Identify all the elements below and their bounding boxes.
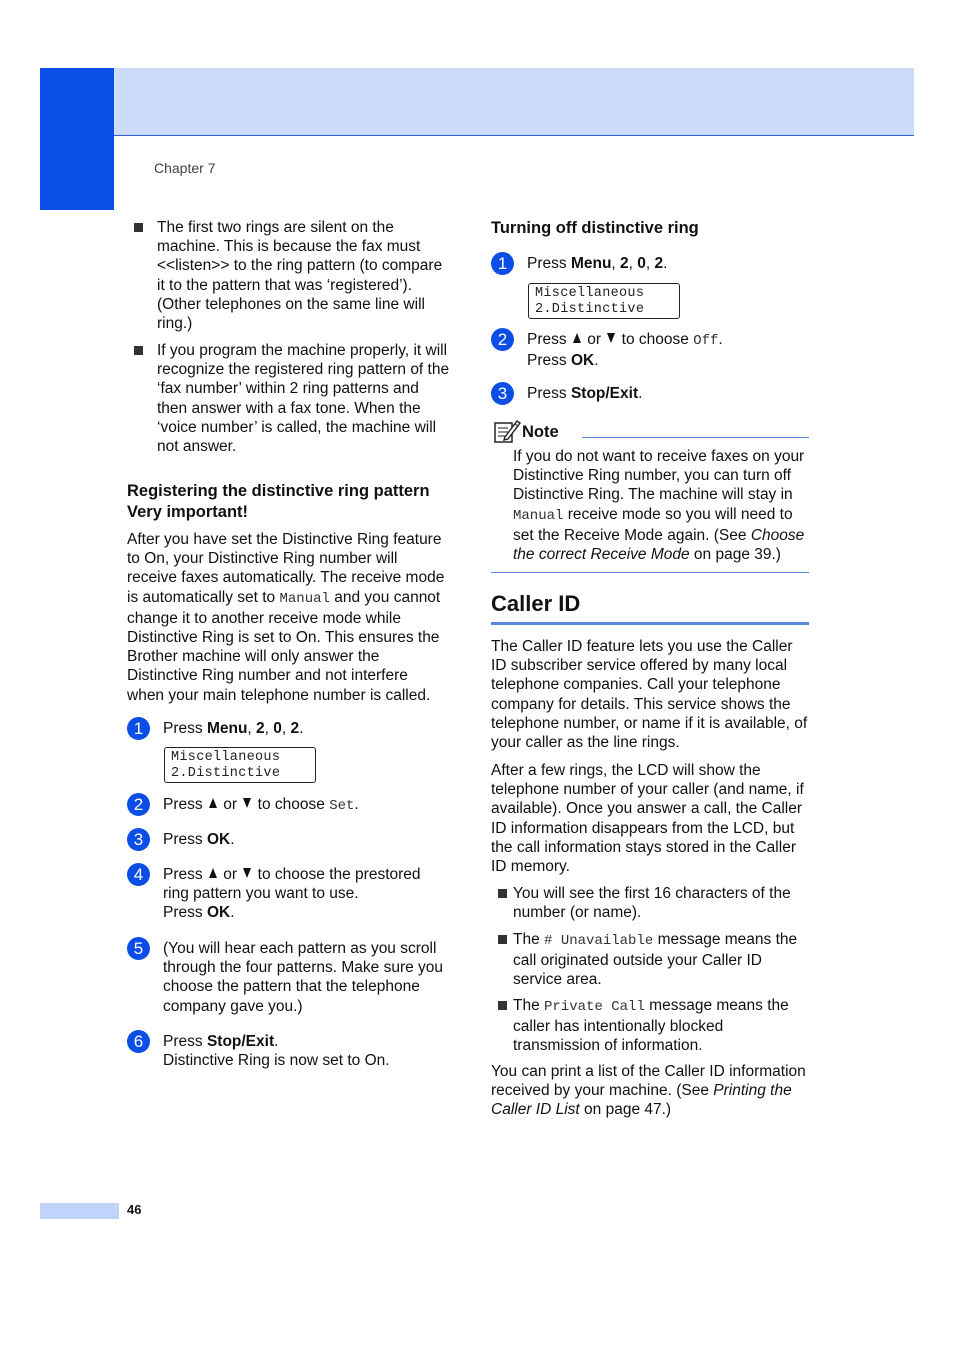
chapter-label: Chapter 7 — [154, 160, 216, 176]
bullet-text: You will see the first 16 characters of the number (or name). — [513, 885, 791, 922]
note-label: Note — [522, 423, 559, 441]
page-number: 46 — [127, 1202, 142, 1217]
key-label: Stop/Exit — [206, 1033, 275, 1050]
bullet-square-icon — [498, 935, 507, 944]
chapter-tab — [40, 68, 114, 210]
step-text: (You will hear each pattern as you scroll through the four patterns. Make sure you choose the pattern that the telephone company gave you.) — [163, 940, 444, 1015]
lcd-line: 2.Distinctive — [535, 301, 645, 317]
note-bottom-rule — [491, 572, 809, 573]
header-band — [113, 68, 914, 136]
title-rule — [491, 622, 809, 625]
bullet-square-icon — [134, 346, 143, 355]
option-code: Set — [329, 798, 355, 814]
section-title: Caller ID — [491, 591, 581, 616]
bullet-square-icon — [498, 1001, 507, 1010]
paragraph: After a few rings, the LCD will show the telephone number of your caller (and name, if available). Once you answer a call, the Caller ID information disappears from the LCD, but the call information stays stored in the Caller ID memory. — [491, 762, 804, 876]
step-number-icon: 1 — [491, 252, 514, 275]
step-text: Press Stop/Exit. Distinctive Ring is now set to On. — [163, 1033, 390, 1070]
step-number-icon: 3 — [127, 828, 150, 851]
page-tab — [40, 1203, 119, 1219]
step-number-icon: 3 — [491, 382, 514, 405]
step-number-icon: 2 — [127, 793, 150, 816]
lcd-line: 2.Distinctive — [171, 765, 281, 781]
section-heading: Turning off distinctive ring — [491, 219, 699, 237]
step-text: Press OK. — [163, 831, 235, 848]
note-pencil-icon — [493, 418, 521, 444]
note-text: If you do not want to receive faxes on your Distinctive Ring number, you can turn off Distinctive Ring. The machine will stay in Manual receive mode so you will need to set the Receive Mode again. (See Choose the correct Receive Mode on page 39.) — [513, 448, 805, 564]
step-number-icon: 2 — [491, 328, 514, 351]
step-number-icon: 4 — [127, 863, 150, 886]
key-label: Menu — [206, 720, 248, 737]
key-label: Menu — [570, 255, 612, 272]
section-heading: Registering the distinctive ring pattern Very important! — [127, 482, 430, 521]
up-arrow-icon — [573, 333, 581, 343]
step-text: Press or to choose the prestored ring pattern you want to use. Press OK. — [163, 866, 421, 922]
note-rule — [582, 437, 809, 438]
down-arrow-icon — [607, 333, 615, 343]
cross-reference: Printing the Caller ID List — [491, 1082, 792, 1119]
paragraph: The Caller ID feature lets you use the Caller ID subscriber service offered by many local telephone companies. Call your telephone company for details. This service shows the telephone number, or name if it is available, of your caller as the line rings. — [491, 638, 808, 752]
step-number-icon: 1 — [127, 717, 150, 740]
key-label: OK — [206, 904, 231, 922]
step-text: Press Stop/Exit. — [527, 385, 643, 402]
bullet-text: If you program the machine properly, it will recognize the registered ring pattern of the ‘fax number’ within 2 ring patterns and then answer with a fax tone. When the ‘voice number’ is called, the machine will not answer. — [157, 342, 450, 456]
bullet-text: The Private Call message means the caller has intentionally blocked transmission of information. — [513, 997, 789, 1055]
text: After you have set the Distinctive Ring feature to On, your Distinctive Ring number will receive faxes automatically. The receive mode is automatically set to — [127, 531, 445, 606]
mode-code: Manual — [513, 507, 564, 524]
key-label: OK — [570, 352, 595, 370]
mode-code: Manual — [279, 590, 330, 607]
bullet-text: The first two rings are silent on the machine. This is because the fax must <<listen>> to the ring pattern (to compare it to the pattern that was ‘registered’). (Other telephones on the same line will ring.) — [157, 219, 443, 333]
option-code: Off — [693, 333, 719, 349]
bullet-text: The # Unavailable message means the call originated outside your Caller ID service area. — [513, 931, 798, 989]
down-arrow-icon — [243, 798, 251, 808]
text: and you cannot change it to another receive mode while Distinctive Ring is set to On. This ensures the Brother machine will only answer the Distinctive Ring number and not interfere when your main telephone number is called. — [127, 588, 441, 704]
up-arrow-icon — [209, 798, 217, 808]
step-text: Press Menu, 2, 0, 2. — [527, 255, 668, 272]
message-code: Private Call — [544, 999, 645, 1015]
lcd-line: Miscellaneous — [535, 286, 645, 301]
paragraph: You can print a list of the Caller ID information received by your machine. (See Printing the Caller ID List on page 47.) — [491, 1063, 806, 1119]
key-label: OK — [206, 831, 231, 848]
step-text: Press or to choose Set. — [163, 796, 359, 814]
cross-reference: Choose the correct Receive Mode — [513, 526, 805, 564]
bullet-square-icon — [498, 889, 507, 898]
lcd-display — [528, 283, 680, 319]
step-text: Press or to choose Off. Press OK. — [527, 331, 723, 370]
step-number-icon: 5 — [127, 937, 150, 960]
step-text: Press Menu, 2, 0, 2. — [163, 720, 304, 737]
message-code: # Unavailable — [544, 933, 654, 949]
up-arrow-icon — [209, 868, 217, 878]
key-label: Stop/Exit — [570, 385, 639, 402]
step-number-icon: 6 — [127, 1030, 150, 1053]
lcd-display — [164, 747, 316, 783]
lcd-line: Miscellaneous — [171, 750, 281, 765]
down-arrow-icon — [243, 868, 251, 878]
bullet-square-icon — [134, 223, 143, 232]
paragraph — [127, 530, 445, 705]
